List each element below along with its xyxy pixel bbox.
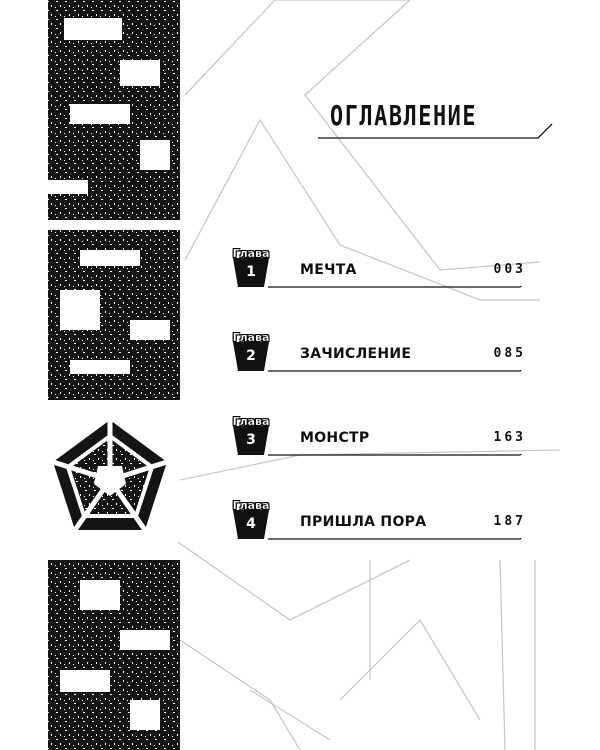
chapter-page: 085 <box>493 346 526 361</box>
chapter-number: 3 <box>246 432 256 448</box>
chapter-page: 003 <box>493 262 526 277</box>
toc-entry-3[interactable] <box>228 414 558 458</box>
chapter-title: МОНСТР <box>300 430 370 446</box>
chapter-title: МЕЧТА <box>300 262 357 278</box>
chapter-label: Глава <box>232 331 270 344</box>
chapter-page: 187 <box>493 514 526 529</box>
page-title: ОГЛАВЛЕНИЕ <box>330 99 478 132</box>
chapter-title: ПРИШЛА ПОРА <box>300 514 427 530</box>
chapter-badge <box>228 414 274 458</box>
chapter-label: Глава <box>232 415 270 428</box>
chapter-number: 4 <box>246 516 256 532</box>
chapter-badge <box>228 246 274 290</box>
grunge-spine-artwork <box>48 0 180 750</box>
chapter-label: Глава <box>232 247 270 260</box>
chapter-page: 163 <box>493 430 526 445</box>
entry-rule <box>268 538 534 550</box>
chapter-label: Глава <box>232 499 270 512</box>
toc-entry-4[interactable] <box>228 498 558 542</box>
entry-rule <box>268 454 534 466</box>
entry-rule <box>268 370 534 382</box>
chapter-badge <box>228 498 274 542</box>
toc-entry-1[interactable] <box>228 246 558 290</box>
entry-rule <box>268 286 534 298</box>
toc-entry-2[interactable] <box>228 330 558 374</box>
chapter-title: ЗАЧИСЛЕНИЕ <box>300 346 412 362</box>
chapter-number: 1 <box>246 264 256 280</box>
chapter-number: 2 <box>246 348 256 364</box>
chapter-badge <box>228 330 274 374</box>
